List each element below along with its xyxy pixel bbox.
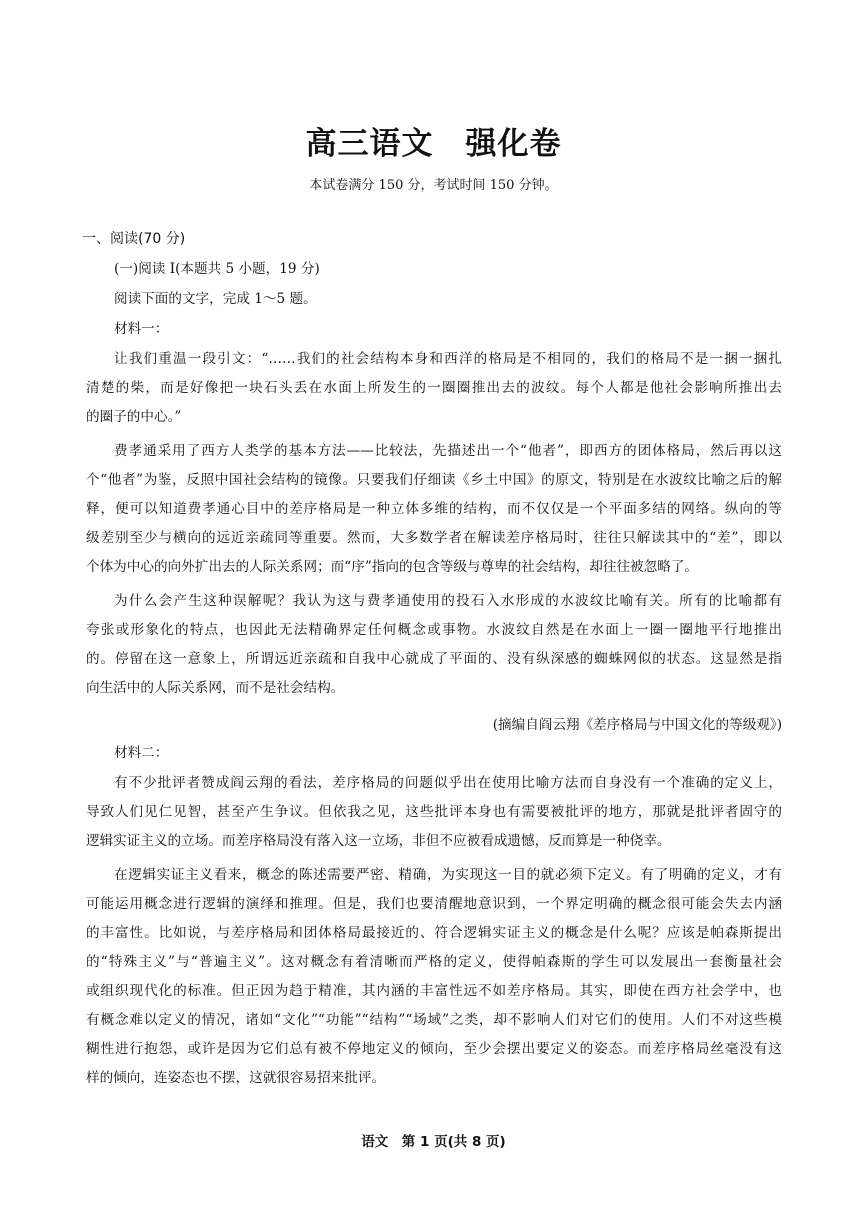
material-1-line: 的。停留在这一意象上，所谓远近亲疏和自我中心就成了平面的、没有纵深感的蜘蛛网似的状态。这显然是指 bbox=[86, 651, 782, 667]
material-2-line: 在逻辑实证主义看来，概念的陈述需要严密、精确，为实现这一目的就必须下定义。有了明确的定义，才有 bbox=[114, 867, 782, 883]
material-2-line: 的丰富性。比如说，与差序格局和团体格局最接近的、符合逻辑实证主义的概念是什么呢？应该是帕森斯提出 bbox=[86, 925, 782, 941]
material-2-line: 的“特殊主义”与“普遍主义”。这对概念有着清晰而严格的定义，使得帕森斯的学生可以发展出一套衡量社会 bbox=[86, 954, 782, 970]
material-1-line: 费孝通采用了西方人类学的基本方法——比较法，先描述出一个“他者”，即西方的团体格局，然后再以这 bbox=[114, 443, 782, 459]
material-1-line: 夸张或形象化的特点，也因此无法精确界定任何概念或事物。水波纹自然是在水面上一圈一圈地平行地推出 bbox=[86, 622, 782, 638]
material-1-line: 释，便可以知道费孝通心目中的差序格局是一种立体多维的结构，而不仅仅是一个平面多结的网络。纵向的等 bbox=[86, 501, 782, 517]
material-1-label: 材料一： bbox=[114, 321, 169, 337]
material-1-line: 为什么会产生这种误解呢？我认为这与费孝通使用的投石入水形成的水波纹比喻有关。所有的比喻都有 bbox=[114, 593, 782, 609]
material-2-line: 导致人们见仁见智，甚至产生争议。但依我之见，这些批评本身也有需要被批评的地方，那就是批评者固守的 bbox=[86, 804, 782, 820]
material-2-line: 或组织现代化的标准。但正因为趋于精准，其内涵的丰富性远不如差序格局。其实，即使在西方社会学中，也 bbox=[86, 983, 782, 999]
material-2-line: 有不少批评者赞成阎云翔的看法，差序格局的问题似乎出在使用比喻方法而自身没有一个准确的定义上， bbox=[114, 775, 782, 791]
page-footer: 语文 第 1 页(共 8 页) bbox=[361, 1134, 506, 1150]
material-1-line: 级差别至少与横向的远近亲疏同等重要。然而，大多数学者在解读差序格局时，往往只解读其中的“差”，即以 bbox=[86, 530, 782, 546]
material-1-source: (摘编自阎云翔《差序格局与中国文化的等级观》) bbox=[492, 717, 782, 733]
material-1-line: 个“他者”为鉴，反照中国社会结构的镜像。只要我们仔细读《乡土中国》的原文，特别是在水波纹比喻之后的解 bbox=[86, 472, 782, 488]
material-2-line: 逻辑实证主义的立场。而差序格局没有落入这一立场，非但不应被看成遗憾，反而算是一种侥幸。 bbox=[86, 833, 671, 849]
material-1-line: 向生活中的人际关系网，而不是社会结构。 bbox=[86, 680, 345, 696]
part-heading: (一)阅读 Ⅰ(本题共 5 小题，19 分) bbox=[114, 261, 320, 277]
section-heading: 一、阅读(70 分) bbox=[82, 231, 186, 247]
material-2-line: 有概念难以定义的情况，诸如“文化”“功能”“结构”“场域”之类，却不影响人们对它们的使用。人们不对这些模 bbox=[86, 1012, 782, 1028]
material-2-line: 可能运用概念进行逻辑的演绎和推理。但是，我们也要清醒地意识到，一个界定明确的概念很可能会失去内涵 bbox=[86, 896, 782, 912]
page-title: 高三语文 强化卷 bbox=[305, 126, 562, 162]
material-2-line: 样的倾向，连姿态也不摆，这就很容易招来批评。 bbox=[86, 1070, 386, 1086]
material-1-line: 清楚的柴，而是好像把一块石头丢在水面上所发生的一圈圈推出去的波纹。每个人都是他社会影响所推出去 bbox=[86, 380, 782, 396]
material-2-label: 材料二： bbox=[114, 745, 169, 761]
reading-instruction: 阅读下面的文字，完成 1～5 题。 bbox=[114, 291, 317, 307]
material-1-line: 个体为中心的向外扩出去的人际关系网；而“序”指向的包含等级与尊卑的社会结构，却往往被忽略了。 bbox=[86, 559, 699, 575]
material-2-line: 糊性进行抱怨，或许是因为它们总有被不停地定义的倾向，至少会摆出要定义的姿态。而差序格局丝毫没有这 bbox=[86, 1041, 782, 1057]
material-1-line: 让我们重温一段引文：“……我们的社会结构本身和西洋的格局是不相同的，我们的格局不是一捆一捆扎 bbox=[114, 351, 782, 367]
exam-subtitle: 本试卷满分 150 分，考试时间 150 分钟。 bbox=[309, 178, 558, 193]
material-1-line: 的圈子的中心。” bbox=[86, 409, 182, 425]
